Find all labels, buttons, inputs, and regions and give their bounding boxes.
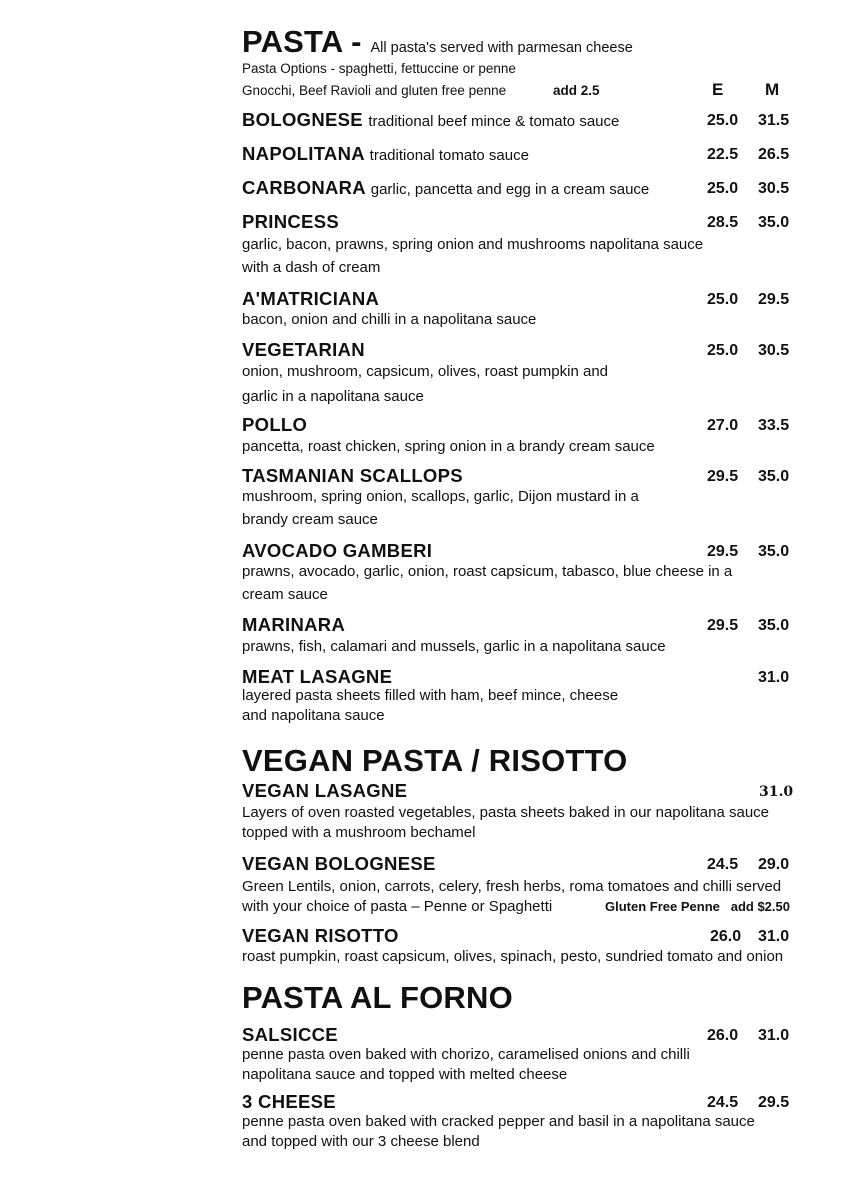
gluten-free-label: Gluten Free Penne bbox=[605, 899, 720, 914]
menu-item-carbonara bbox=[242, 177, 649, 199]
item-name-pollo: POLLO bbox=[242, 414, 308, 435]
item-description: layered pasta sheets filled with ham, beef mince, cheese and napolitana sauce bbox=[242, 687, 619, 724]
item-description: pancetta, roast chicken, spring onion in a brandy cream sauce bbox=[242, 438, 655, 455]
price-main: 35.0 bbox=[758, 543, 790, 560]
price-entree: 26.0 bbox=[707, 1027, 739, 1044]
price-main: 29.5 bbox=[758, 291, 790, 308]
price-main: 31.0 bbox=[758, 928, 790, 945]
item-name-vegetarian: VEGETARIAN bbox=[242, 339, 365, 360]
price-main: 35.0 bbox=[758, 214, 790, 231]
item-description: traditional tomato sauce bbox=[369, 147, 529, 164]
gluten-free-option bbox=[605, 899, 790, 914]
vegan-section-title: VEGAN PASTA / RISOTTO bbox=[242, 743, 628, 778]
item-name-tasmanian-scallops: TASMANIAN SCALLOPS bbox=[242, 465, 463, 486]
price-entree: 24.5 bbox=[707, 856, 739, 873]
price-entree: 24.5 bbox=[707, 1094, 739, 1111]
price-main: 30.5 bbox=[758, 342, 790, 359]
pasta-options: Pasta Options - spaghetti, fettuccine or penne bbox=[242, 61, 516, 76]
item-name: BOLOGNESE bbox=[242, 109, 363, 130]
forno-section-title: PASTA AL FORNO bbox=[242, 980, 513, 1015]
item-name-princess: PRINCESS bbox=[242, 211, 339, 232]
item-description: prawns, avocado, garlic, onion, roast capsicum, tabasco, blue cheese in a cream sauce bbox=[242, 563, 733, 603]
item-description: penne pasta oven baked with cracked pepper and basil in a napolitana sauce and topped with our 3 cheese blend bbox=[242, 1113, 755, 1150]
price-entree: 25.0 bbox=[707, 342, 739, 359]
price-main: 26.5 bbox=[758, 146, 790, 163]
price-main: 35.0 bbox=[758, 468, 790, 485]
item-name-vegan-bolognese: VEGAN BOLOGNESE bbox=[242, 853, 436, 874]
pasta-extras: Gnocchi, Beef Ravioli and gluten free penne bbox=[242, 83, 507, 98]
item-name-meat-lasagne: MEAT LASAGNE bbox=[242, 666, 393, 687]
price-main: 35.0 bbox=[758, 617, 790, 634]
price-main: 31.0 bbox=[758, 1027, 790, 1044]
price-entree: 28.5 bbox=[707, 214, 739, 231]
item-name-marinara: MARINARA bbox=[242, 614, 346, 635]
item-description: traditional beef mince & tomato sauce bbox=[368, 113, 620, 130]
pasta-section-title bbox=[242, 24, 633, 60]
item-description: mushroom, spring onion, scallops, garlic, Dijon mustard in a brandy cream sauce bbox=[242, 488, 639, 528]
gluten-free-price: add $2.50 bbox=[730, 899, 790, 914]
item-name-amatriciana: A'MATRICIANA bbox=[242, 288, 380, 309]
item-name-vegan-lasagne: VEGAN LASAGNE bbox=[242, 780, 408, 801]
menu-item-napolitana bbox=[242, 143, 529, 165]
price-entree: 25.0 bbox=[707, 291, 739, 308]
item-name-3-cheese: 3 CHEESE bbox=[242, 1091, 336, 1112]
price-entree: 29.5 bbox=[707, 617, 739, 634]
price-entree: 26.0 bbox=[710, 928, 742, 945]
price-main: 31.0 bbox=[759, 784, 794, 800]
pasta-parmesan-note: All pasta's served with parmesan cheese bbox=[370, 40, 633, 56]
item-description: penne pasta oven baked with chorizo, caramelised onions and chilli napolitana sauce and topped with melted cheese bbox=[242, 1046, 690, 1083]
price-main: 29.0 bbox=[758, 856, 790, 873]
item-description: bacon, onion and chilli in a napolitana sauce bbox=[242, 311, 537, 328]
item-name: CARBONARA bbox=[242, 177, 366, 198]
price-entree: 25.0 bbox=[707, 180, 739, 197]
pasta-extras-price: add 2.5 bbox=[553, 83, 600, 98]
price-main: 30.5 bbox=[758, 180, 790, 197]
item-name-salsicce: SALSICCE bbox=[242, 1024, 338, 1045]
item-description: garlic, pancetta and egg in a cream sauce bbox=[370, 181, 650, 198]
price-entree: 27.0 bbox=[707, 417, 739, 434]
item-description: garlic, bacon, prawns, spring onion and mushrooms napolitana sauce with a dash of cream bbox=[242, 236, 704, 276]
item-name-avocado-gamberi: AVOCADO GAMBERI bbox=[242, 540, 433, 561]
price-main: 31.5 bbox=[758, 112, 790, 129]
menu-item-bolognese bbox=[242, 109, 619, 131]
item-description: roast pumpkin, roast capsicum, olives, spinach, pesto, sundried tomato and onion bbox=[242, 948, 784, 965]
price-entree: 22.5 bbox=[707, 146, 739, 163]
item-description: prawns, fish, calamari and mussels, garlic in a napolitana sauce bbox=[242, 638, 666, 655]
main-column-header: M bbox=[765, 80, 780, 99]
pasta-title: PASTA - bbox=[242, 24, 362, 59]
price-entree: 29.5 bbox=[707, 468, 739, 485]
price-main: 29.5 bbox=[758, 1094, 790, 1111]
price-entree: 25.0 bbox=[707, 112, 739, 129]
item-description: Layers of oven roasted vegetables, pasta sheets baked in our napolitana sauce topped with a mushroom bechamel bbox=[242, 804, 770, 841]
item-description: onion, mushroom, capsicum, olives, roast pumpkin and garlic in a napolitana sauce bbox=[242, 363, 609, 405]
entree-column-header: E bbox=[712, 80, 724, 99]
item-name: NAPOLITANA bbox=[242, 143, 365, 164]
price-entree: 29.5 bbox=[707, 543, 739, 560]
item-description: Green Lentils, onion, carrots, celery, fresh herbs, roma tomatoes and chilli served with your choice of pasta – Penne or Spaghetti bbox=[242, 878, 782, 915]
price-main: 33.5 bbox=[758, 417, 790, 434]
price-main: 31.0 bbox=[758, 669, 790, 686]
item-name-vegan-risotto: VEGAN RISOTTO bbox=[242, 925, 399, 946]
